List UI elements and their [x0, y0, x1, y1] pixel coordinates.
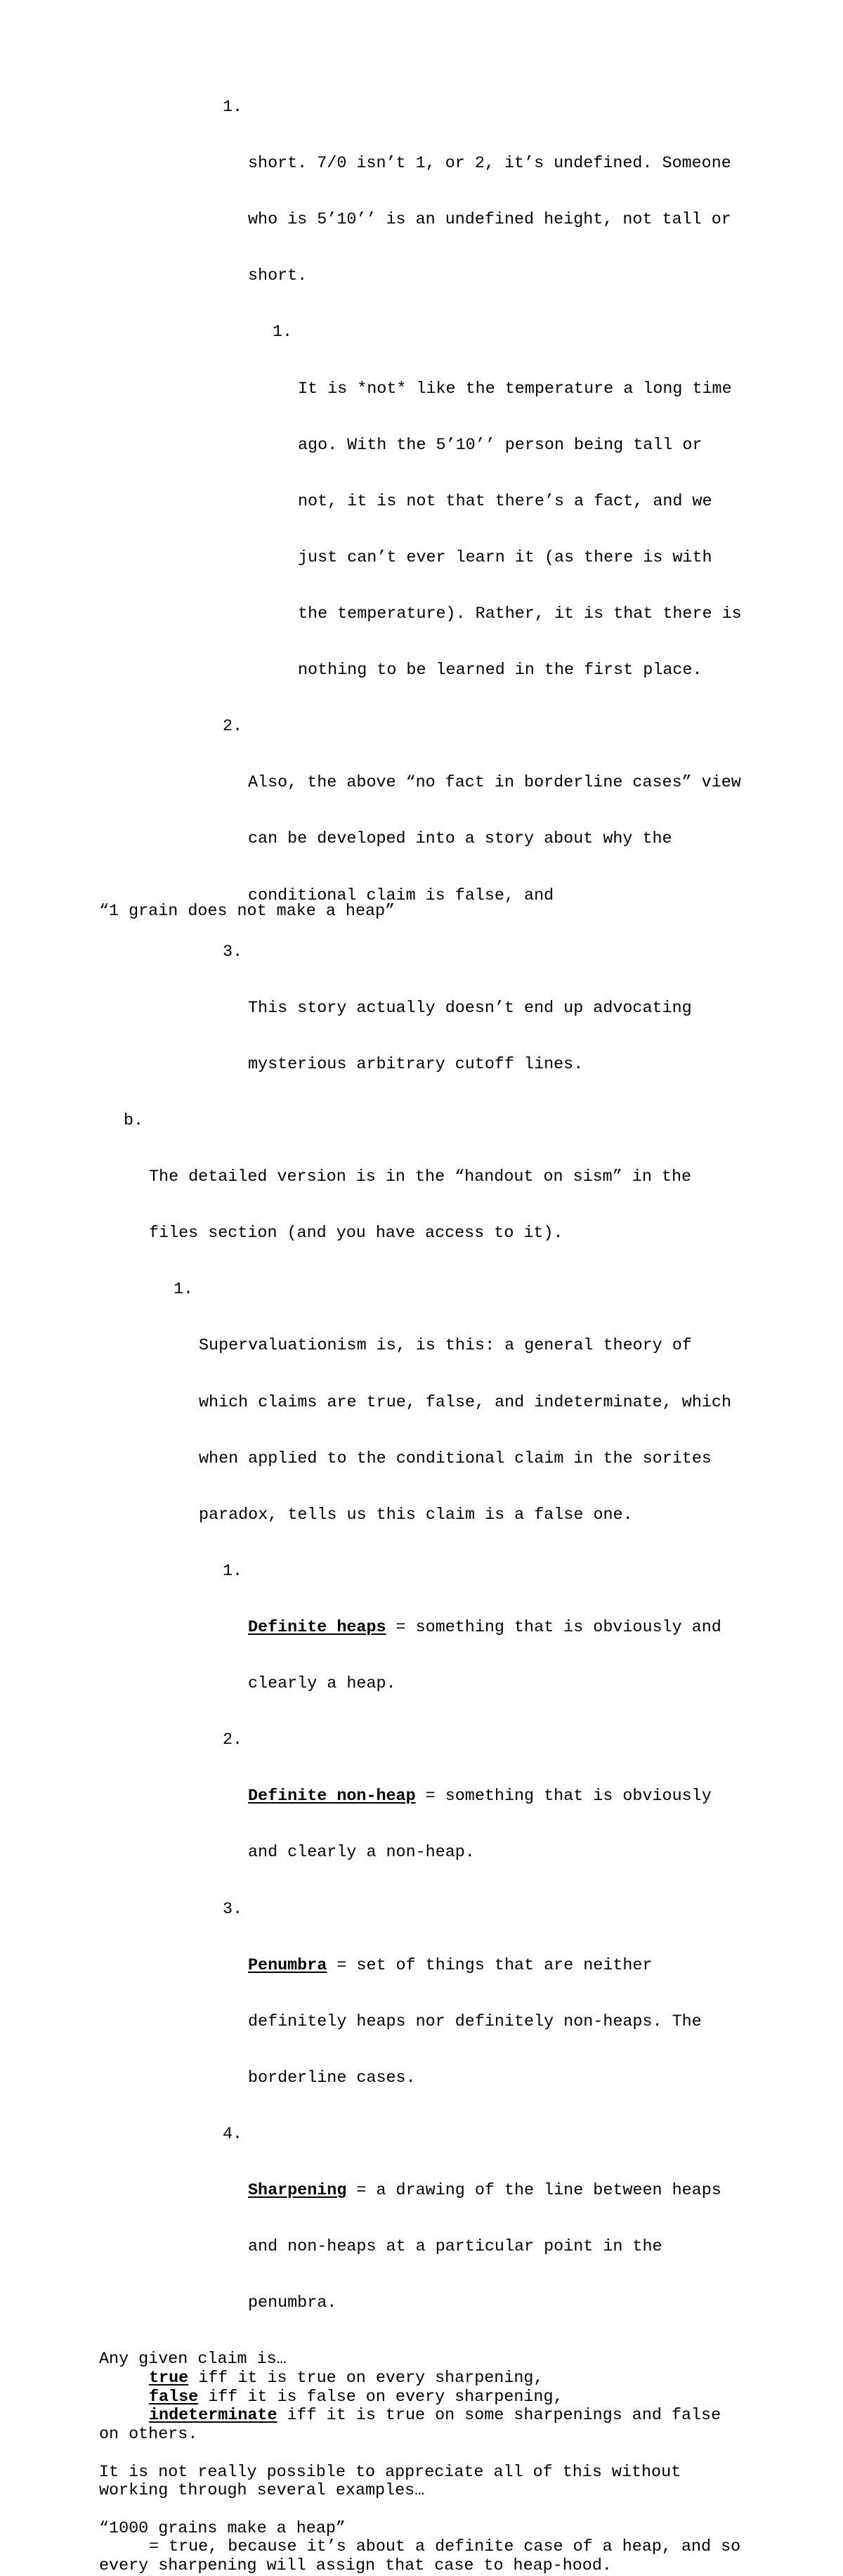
- list-item: [0, 1281, 843, 1562]
- definition-text: = a drawing of the line between heaps: [346, 2182, 721, 2201]
- defined-term: Sharpening: [248, 2182, 347, 2201]
- term-false: false: [149, 2388, 199, 2407]
- example-2: [99, 902, 395, 921]
- example-quote: “1 grain does not make a heap”: [99, 902, 396, 921]
- list-marker: 1.: [273, 323, 293, 342]
- text-line: [99, 2369, 843, 2388]
- text-line: It is *not* like the temperature a long time: [298, 380, 732, 399]
- defined-term: Penumbra: [248, 1956, 327, 1975]
- text-line: nothing to be learned in the first place.: [298, 661, 702, 680]
- text-line: penumbra.: [248, 2294, 337, 2313]
- term-true: true: [149, 2369, 189, 2388]
- text-line: paradox, tells us this claim is a false one.: [199, 1506, 633, 1525]
- text-line: [99, 2407, 843, 2426]
- text-line: ago. With the 5’10’’ person being tall or: [298, 436, 702, 455]
- text-line: and non-heaps at a particular point in the: [248, 2238, 662, 2257]
- example-explanation: = true, because it’s about a definite case of a heap, and so: [149, 2538, 741, 2557]
- claim-intro: Any given claim is…: [99, 2350, 287, 2369]
- list-marker: 2.: [223, 718, 243, 737]
- list-marker: 2.: [223, 1731, 243, 1750]
- text-line: [248, 2182, 843, 2201]
- text-line: The detailed version is in the “handout on sism” in the: [149, 1168, 692, 1187]
- paragraph-line: working through several examples…: [99, 2482, 425, 2501]
- text-line: just can’t ever learn it (as there is with: [298, 548, 712, 567]
- list-item: [0, 323, 843, 718]
- text-line: can be developed into a story about why the: [248, 830, 672, 849]
- text-line: which claims are true, false, and indeterminate, which: [199, 1393, 731, 1412]
- text-line: definitely heaps nor definitely non-heaps. The: [248, 2012, 702, 2031]
- text-line: [248, 1957, 843, 1976]
- text-line: Supervaluationism is, is this: a general theory of: [199, 1337, 692, 1356]
- list-marker: 1.: [174, 1281, 194, 1300]
- text-line: on others.: [99, 2426, 198, 2445]
- definition-text: iff it is true on every sharpening,: [188, 2369, 544, 2388]
- list-item: [0, 1112, 843, 1281]
- definition-text: iff it is true on some sharpenings and false: [277, 2407, 721, 2426]
- list-marker: 4.: [223, 2125, 243, 2144]
- list-marker: 1.: [223, 98, 243, 117]
- list-marker: b.: [124, 1111, 144, 1130]
- definition-item: [0, 1731, 843, 1900]
- definition-text: iff it is false on every sharpening,: [198, 2388, 563, 2407]
- paragraph-line: It is not really possible to appreciate all of this without: [99, 2463, 681, 2482]
- definition-text: = set of things that are neither: [327, 1956, 653, 1975]
- text-line: and clearly a non-heap.: [248, 1844, 475, 1863]
- text-line: short. 7/0 isn’t 1, or 2, it’s undefined. Someone: [248, 155, 731, 174]
- text-line: clearly a heap.: [248, 1675, 396, 1694]
- text-line: short.: [248, 267, 308, 286]
- text-line: when applied to the conditional claim in the sorites: [199, 1449, 712, 1468]
- definition-text: = something that is obviously and: [386, 1618, 721, 1637]
- example-quote: “1000 grains make a heap”: [99, 2519, 346, 2538]
- defined-term: Definite non-heap: [248, 1787, 416, 1806]
- text-line: conditional claim is false, and: [248, 886, 554, 905]
- definition-item: [0, 2125, 843, 2350]
- example-explanation: every sharpening will assign that case to heap-hood.: [99, 2557, 612, 2576]
- text-line: the temperature). Rather, it is that there is: [298, 604, 742, 623]
- text-line: [248, 1619, 843, 1638]
- definition-item: [0, 1562, 843, 1731]
- text-line: mysterious arbitrary cutoff lines.: [248, 1055, 584, 1074]
- outline-list: [0, 98, 843, 2576]
- text-line: This story actually doesn’t end up advocating: [248, 999, 692, 1018]
- text-line: borderline cases.: [248, 2069, 416, 2088]
- list-item: [0, 98, 843, 323]
- claim-section: [0, 2350, 843, 2575]
- list-marker: 3.: [223, 1900, 243, 1919]
- term-indeterminate: indeterminate: [149, 2407, 277, 2426]
- definition-text: = something that is obviously: [415, 1787, 712, 1806]
- text-line: files section (and you have access to it).: [149, 1224, 563, 1243]
- list-item: [0, 943, 843, 1112]
- defined-term: Definite heaps: [248, 1618, 386, 1637]
- text-line: [248, 1787, 843, 1806]
- text-line: Also, the above “no fact in borderline cases” view: [248, 774, 741, 793]
- text-line: not, it is not that there’s a fact, and we: [298, 492, 712, 511]
- definition-item: [0, 1901, 843, 2125]
- text-line: who is 5’10’’ is an undefined height, not tall or: [248, 211, 731, 230]
- text-line: [99, 2388, 843, 2407]
- list-marker: 3.: [223, 943, 243, 962]
- list-marker: 1.: [223, 1562, 243, 1581]
